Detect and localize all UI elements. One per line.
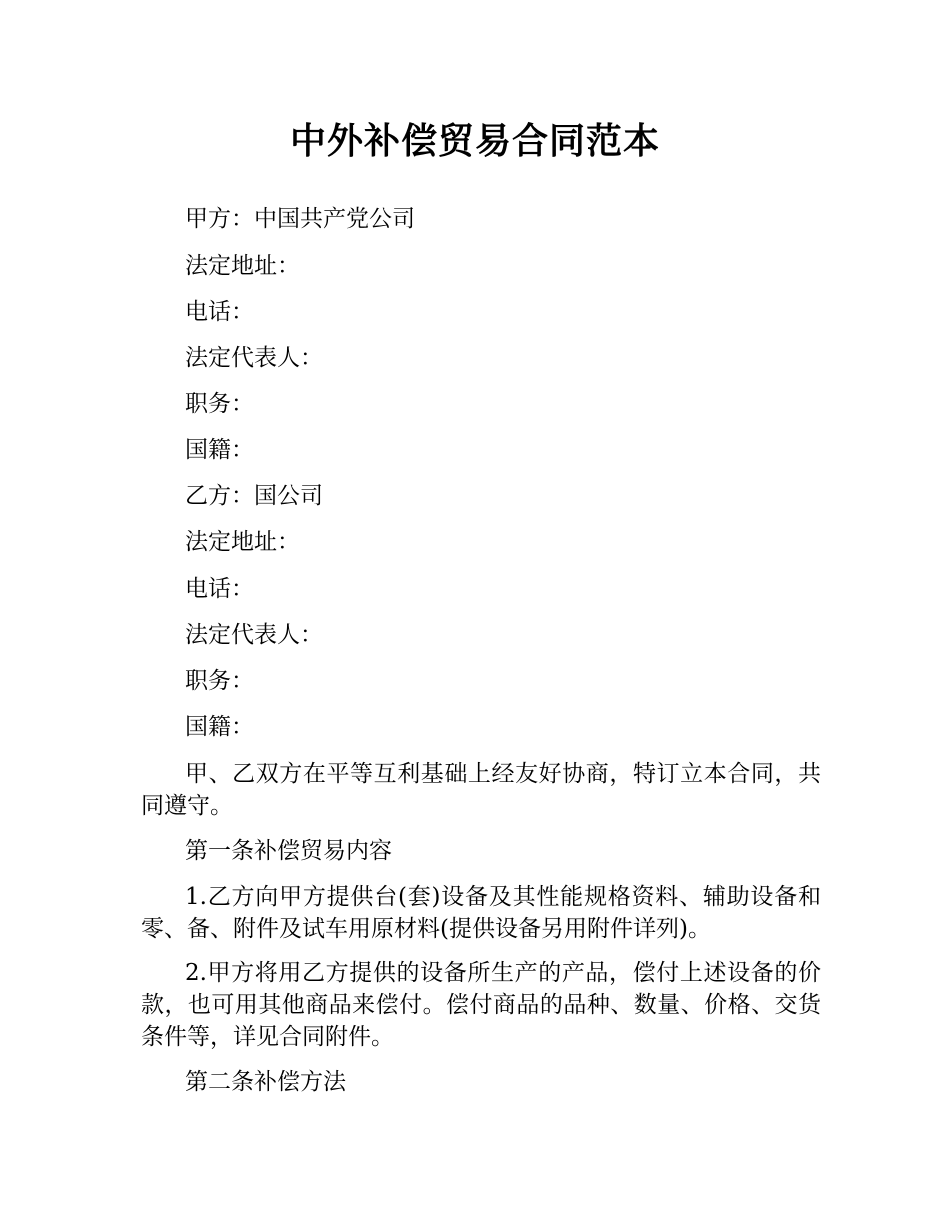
party-b-name: 乙方：国公司 <box>185 483 323 509</box>
party-b-nationality: 国籍： <box>185 714 254 740</box>
party-a-position: 职务： <box>185 391 254 417</box>
article-1-item-1: 1.乙方向甲方提供台(套)设备及其性能规格资料、辅助设备和零、备、附件及试车用原材料(提供设备另用附件详列)。 <box>141 884 821 942</box>
party-b-position: 职务： <box>185 668 254 694</box>
party-b-address: 法定地址： <box>185 529 300 555</box>
preamble-paragraph: 甲、乙双方在平等互利基础上经友好协商，特订立本合同，共同遵守。 <box>141 761 821 819</box>
article-2-heading: 第二条补偿方法 <box>185 1069 346 1095</box>
party-a-phone: 电话： <box>185 299 254 325</box>
party-a-address: 法定地址： <box>185 253 300 279</box>
party-b-representative: 法定代表人： <box>185 622 323 648</box>
party-a-representative: 法定代表人： <box>185 345 323 371</box>
party-a-nationality: 国籍： <box>185 437 254 463</box>
party-b-phone: 电话： <box>185 576 254 602</box>
document-title: 中外补偿贸易合同范本 <box>289 121 660 162</box>
article-1-heading: 第一条补偿贸易内容 <box>185 838 392 864</box>
party-a-name: 甲方：中国共产党公司 <box>185 206 415 232</box>
article-1-item-2: 2.甲方将用乙方提供的设备所生产的产品，偿付上述设备的价款，也可用其他商品来偿付。偿付商品的品种、数量、价格、交货条件等，详见合同附件。 <box>141 960 821 1050</box>
